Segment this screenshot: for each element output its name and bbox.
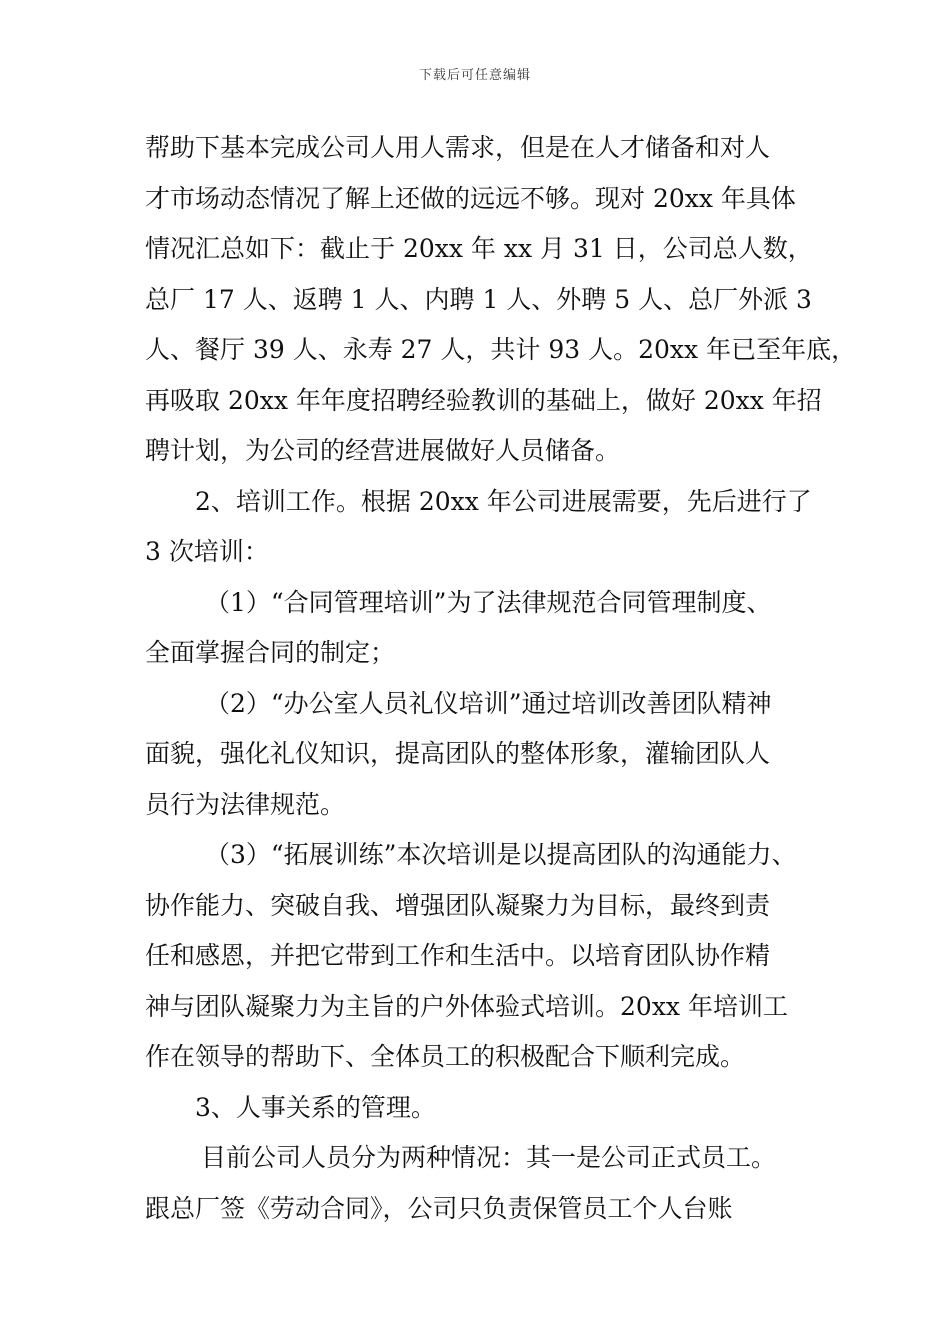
text-line: 目前公司人员分为两种情况：其一是公司正式员工。 [201, 1143, 777, 1172]
text-line: 情况汇总如下：截止于 20xx 年 xx 月 31 日，公司总人数， [145, 234, 813, 263]
text-line: 神与团队凝聚力为主旨的户外体验式培训。20xx 年培训工 [145, 991, 788, 1021]
document-body [145, 123, 857, 1234]
header-note: 下载后可任意编辑 [418, 68, 531, 83]
text-line: 3 次培训： [145, 537, 269, 566]
text-line: 帮助下基本完成公司人用人需求，但是在人才储备和对人 [145, 133, 771, 162]
text-line: 员行为法律规范。 [145, 789, 346, 819]
text-line: 聘计划，为公司的经营进展做好人员储备。 [145, 436, 621, 465]
training-item-3: （3）“拓展训练”本次培训是以提高团队的沟通能力、 [205, 840, 797, 869]
text-line: 面貌，强化礼仪知识，提高团队的整体形象，灌输团队人 [145, 739, 771, 768]
training-item-1: （1）“合同管理培训”为了法律规范合同管理制度、 [205, 587, 772, 617]
text-line: 跟总厂签《劳动合同》，公司只负责保管员工个人台账 [145, 1193, 733, 1223]
section-heading-training: 2、培训工作。根据 20xx 年公司进展需要，先后进行了 [195, 486, 812, 516]
training-item-2: （2）“办公室人员礼仪培训”通过培训改善团队精神 [205, 688, 772, 718]
text-line: 作在领导的帮助下、全体员工的积极配合下顺利完成。 [145, 1042, 746, 1071]
text-line: 全面掌握合同的制定； [145, 638, 396, 667]
text-line: 再吸取 20xx 年年度招聘经验教训的基础上，做好 20xx 年招 [145, 385, 822, 415]
text-line: 总厂 17 人、返聘 1 人、内聘 1 人、外聘 5 人、总厂外派 3 [145, 284, 812, 314]
text-line: 协作能力、突破自我、增强团队凝聚力为目标，最终到责 [145, 890, 771, 920]
text-line: 人、餐厅 39 人、永寿 27 人，共计 93 人。20xx 年已至年底， [145, 335, 857, 364]
section-heading-personnel: 3、人事关系的管理。 [195, 1092, 436, 1122]
text-line: 才市场动态情况了解上还做的远远不够。现对 20xx 年具体 [145, 183, 796, 213]
text-line: 任和感恩，并把它带到工作和生活中。以培育团队协作精 [145, 941, 771, 970]
